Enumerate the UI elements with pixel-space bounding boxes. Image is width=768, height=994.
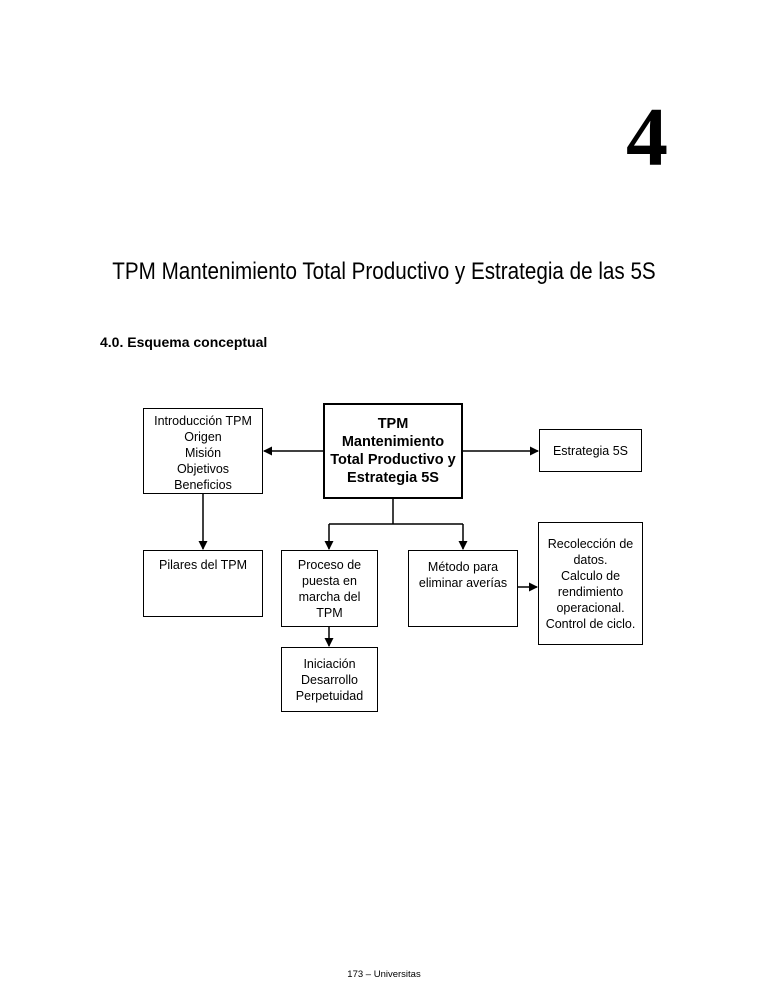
recoleccion-line-5: operacional. (556, 600, 625, 615)
recoleccion-line-1: Recolección de (547, 536, 634, 551)
metodo-line-1: Método para (427, 560, 499, 574)
intro-tpm-box (143, 408, 263, 494)
tpm-center-box (323, 403, 463, 499)
chapter-number: 4 (626, 91, 668, 184)
recoleccion-line-3: Calculo de (560, 568, 621, 583)
recoleccion-line-2: datos. (573, 552, 608, 567)
estrategia-line-1: Estrategia 5S (552, 443, 629, 458)
proceso-line-2: puesta en (302, 573, 357, 588)
proceso-line-4: TPM (316, 605, 343, 620)
center-line-1: TPM (377, 416, 409, 432)
pilares-line-1: Pilares del TPM (159, 558, 247, 572)
metodo-line-2: eliminar averías (418, 576, 508, 590)
iniciacion-line-2: Desarrollo (301, 672, 358, 687)
page-footer: 173 – Universitas (347, 969, 421, 980)
metodo-eliminar-averias-box (408, 550, 518, 627)
recoleccion-line-4: rendimiento (557, 584, 624, 599)
iniciacion-line-1: Iniciación (303, 656, 356, 671)
intro-line-5: Beneficios (174, 478, 232, 492)
center-line-4: Estrategia 5S (347, 470, 439, 486)
proceso-line-3: marcha del (298, 589, 361, 604)
recoleccion-datos-box (538, 522, 643, 645)
estrategia-5s-box (539, 429, 642, 472)
intro-line-4: Objetivos (176, 462, 230, 476)
iniciacion-line-3: Perpetuidad (295, 688, 364, 703)
pilares-tpm-box (143, 550, 263, 617)
proceso-puesta-marcha-box (281, 550, 378, 627)
iniciacion-box (281, 647, 378, 712)
intro-line-2: Origen (184, 430, 222, 444)
center-line-3: Total Productivo y (330, 452, 456, 468)
intro-line-3: Misión (184, 446, 222, 460)
chapter-title: TPM Mantenimiento Total Productivo y Estrategia de las 5S (112, 258, 656, 285)
center-line-2: Mantenimiento (341, 434, 445, 450)
recoleccion-line-6: Control de ciclo. (545, 616, 636, 631)
intro-line-1: Introducción TPM (154, 414, 252, 428)
proceso-line-1: Proceso de (297, 557, 362, 572)
section-heading: 4.0. Esquema conceptual (100, 334, 268, 350)
